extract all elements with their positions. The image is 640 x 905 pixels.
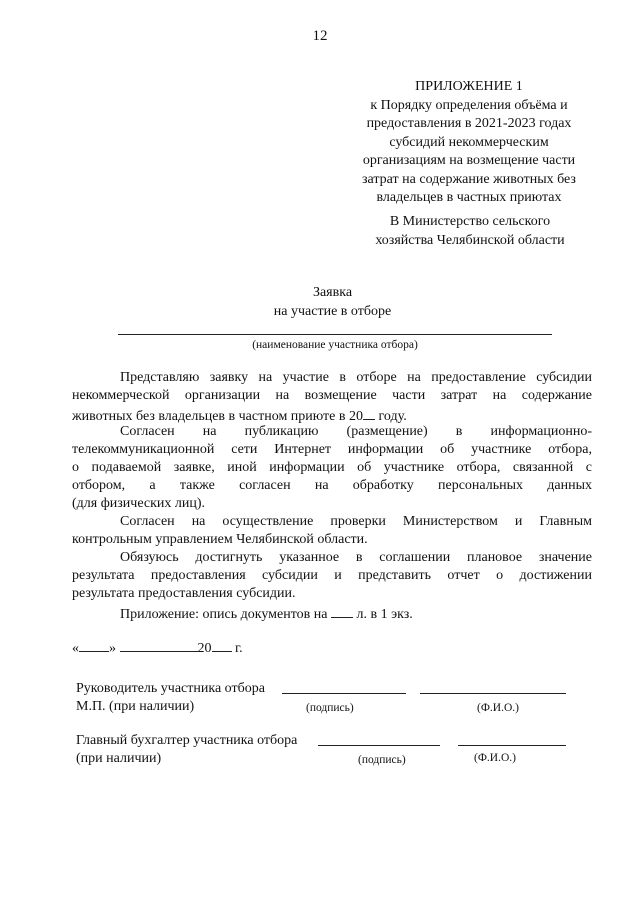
participant-name-field[interactable] [118, 334, 552, 335]
body-line: Согласен на публикацию (размещение) в информационно- [120, 424, 592, 439]
month-blank[interactable] [120, 637, 198, 652]
body-line: Обязуюсь достигнуть указанное в соглашении плановое значение [120, 550, 592, 565]
accountant-name-field[interactable] [458, 745, 566, 746]
date-line [72, 637, 592, 658]
addressee-block [330, 212, 610, 250]
name-caption: (Ф.И.О.) [477, 702, 519, 714]
accountant-label: Главный бухгалтер участника отбора [76, 733, 298, 748]
appendix-block [340, 78, 598, 208]
pages-count-blank[interactable] [331, 603, 353, 618]
head-stamp-note: М.П. (при наличии) [76, 699, 195, 714]
head-name-field[interactable] [420, 693, 566, 694]
date-quote: » [109, 641, 116, 656]
day-blank[interactable] [79, 637, 109, 652]
date-quote: « [72, 641, 79, 656]
appendix-line: организациям на возмещение части [362, 153, 576, 168]
accountant-note: (при наличии) [76, 751, 162, 766]
year-blank[interactable] [363, 405, 375, 420]
body-line: результата предоставления субсидии и представить отчет о достижении [72, 568, 592, 583]
signature-caption: (подпись) [306, 702, 354, 714]
appendix-title: ПРИЛОЖЕНИЕ 1 [415, 79, 523, 94]
body-line: телекоммуникационной сети Интернет информации об участнике отбора, [72, 442, 592, 457]
appendix-line: к Порядку определения объёма и [370, 97, 568, 113]
body-line: результата предоставления субсидии. [72, 586, 296, 601]
head-signature-field[interactable] [282, 693, 406, 694]
appendix-line: затрат на содержание животных без [362, 171, 576, 187]
year-prefix: 20 [197, 641, 212, 656]
accountant-signature-field[interactable] [318, 745, 440, 746]
body-line: Согласен на осуществление проверки Министерством и Главным [120, 514, 592, 529]
body-text: Приложение: опись документов на [120, 607, 328, 622]
head-label: Руководитель участника отбора [76, 681, 265, 696]
body-line: о подаваемой заявке, иной информации об участнике отбора, связанной с [72, 460, 592, 475]
page-number: 12 [312, 28, 328, 44]
body-line: (для физических лиц). [72, 496, 206, 511]
addressee-line: В Министерство сельского [389, 214, 551, 229]
appendix-line: субсидий некоммерческим [389, 134, 549, 150]
body-text: году. [375, 409, 407, 424]
addressee-line: хозяйства Челябинской области [375, 233, 565, 248]
document-title: Заявка [312, 285, 353, 300]
name-caption: (Ф.И.О.) [474, 752, 516, 764]
appendix-line: владельцев в частных приютах [376, 190, 562, 205]
body-line: контрольным управлением Челябинской области. [72, 532, 368, 547]
body-text: животных без владельцев в частном приюте в 20 [72, 409, 363, 424]
appendix-line: предоставления в 2021-2023 годах [366, 116, 572, 131]
body-text: л. в 1 экз. [356, 607, 413, 622]
year-suffix: г. [235, 641, 243, 656]
signature-caption: (подпись) [358, 754, 406, 766]
body-line: Представляю заявку на участие в отборе на предоставление субсидии [120, 370, 592, 385]
body-line [72, 603, 592, 624]
body-line: отбором, а также согласен на обработку персональных данных [72, 478, 592, 493]
participant-name-caption: (наименование участника отбора) [252, 339, 418, 351]
body-line: некоммерческой организации на возмещение части затрат на содержание [72, 388, 592, 403]
document-subtitle: на участие в отборе [273, 304, 392, 319]
year-suffix-blank[interactable] [212, 637, 232, 652]
